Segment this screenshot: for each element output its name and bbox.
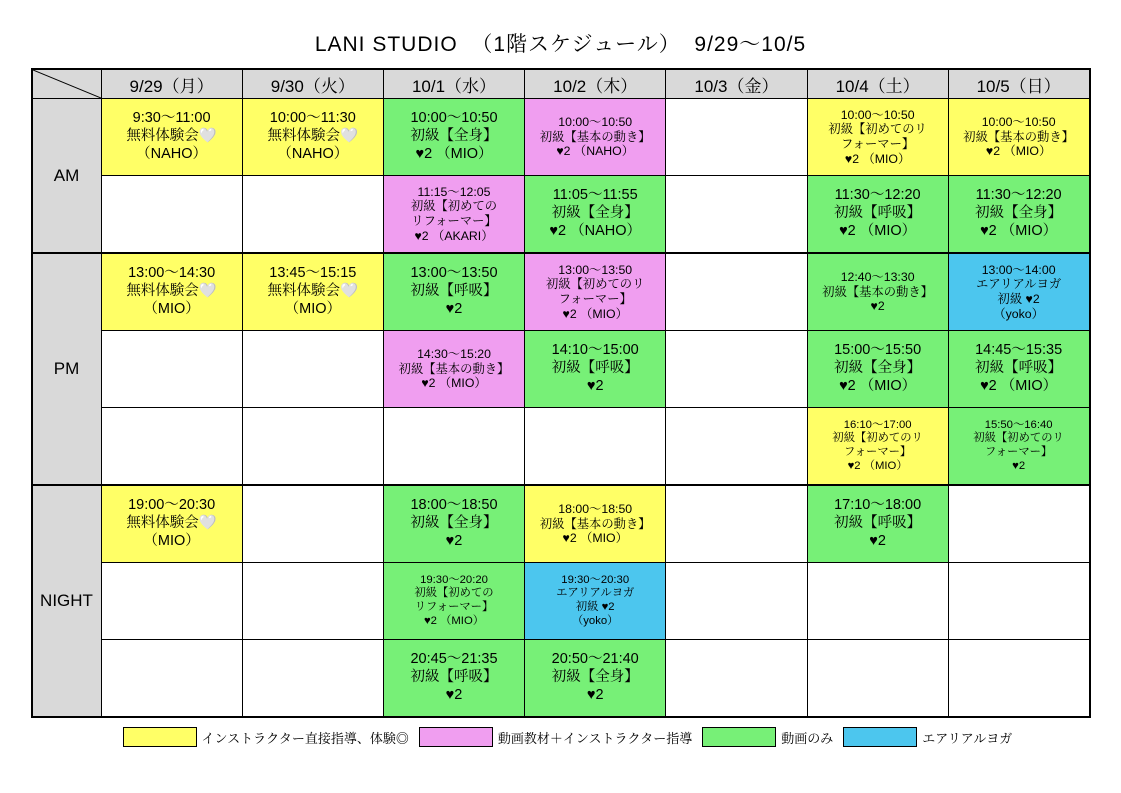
class-line: ♥2 （NAHO）	[549, 222, 642, 239]
class-line: フォーマー】	[558, 292, 632, 306]
class-line: 初級【基本の動き】	[963, 129, 1074, 144]
class-line: （NAHO）	[277, 145, 349, 162]
class-line: 初級【基本の動き】	[539, 516, 651, 531]
empty-cell	[666, 485, 807, 563]
class-line: 初級【全身】	[834, 360, 922, 377]
class-line: 初級【全身】	[551, 205, 639, 222]
class-line: 12:40〜13:30	[840, 269, 915, 284]
class-cell[interactable]	[948, 253, 1089, 331]
class-cell[interactable]	[383, 563, 524, 640]
class-line: ♥2	[445, 532, 463, 549]
empty-cell	[525, 408, 666, 486]
day-header-sun: 10/5（日）	[948, 69, 1089, 99]
class-line: ♥2 （MIO）	[423, 614, 485, 627]
class-line: 初級【全身】	[975, 205, 1063, 222]
class-line: ♥2 （MIO）	[980, 222, 1058, 239]
empty-cell	[242, 640, 383, 718]
class-cell[interactable]	[101, 253, 242, 331]
class-cell[interactable]	[525, 640, 666, 718]
class-line: 15:00〜15:50	[834, 342, 922, 359]
period-label-pm: PM	[32, 253, 102, 485]
class-line: ♥2	[586, 377, 604, 394]
empty-cell	[666, 331, 807, 408]
class-line: 15:50〜16:40	[984, 418, 1053, 431]
empty-cell	[948, 563, 1089, 640]
class-cell[interactable]	[807, 99, 948, 176]
class-line: ♥2 （MIO）	[839, 222, 917, 239]
class-line: 11:05〜11:55	[552, 187, 638, 204]
legend-label: 動画のみ	[781, 730, 834, 746]
class-line: ♥2 （MIO）	[421, 376, 487, 391]
class-line: ♥2 （MIO）	[844, 151, 911, 166]
empty-cell	[383, 408, 524, 486]
schedule-row	[32, 253, 1090, 331]
class-line: 13:00〜13:50	[410, 265, 498, 282]
class-cell[interactable]	[101, 485, 242, 563]
class-cell[interactable]	[525, 176, 666, 254]
empty-cell	[242, 408, 383, 486]
legend-swatch	[843, 727, 917, 747]
class-cell[interactable]	[242, 99, 383, 176]
class-cell[interactable]	[948, 408, 1089, 486]
class-line: 初級【初めてのリ	[832, 432, 923, 445]
class-cell[interactable]	[807, 331, 948, 408]
class-line: （NAHO）	[136, 145, 208, 162]
header-row	[32, 69, 1090, 99]
empty-cell	[666, 176, 807, 254]
class-line: ♥2 （MIO）	[980, 377, 1058, 394]
class-line: エアリアルヨガ	[556, 587, 635, 600]
class-line: 13:00〜14:30	[128, 265, 216, 282]
class-line: （yoko）	[571, 614, 619, 627]
empty-cell	[666, 408, 807, 486]
class-cell[interactable]	[383, 640, 524, 718]
day-header-tue: 9/30（火）	[242, 69, 383, 99]
class-cell[interactable]	[525, 253, 666, 331]
class-cell[interactable]	[101, 99, 242, 176]
corner-cell	[32, 69, 102, 99]
class-line: 無料体験会🤍	[126, 283, 217, 300]
class-line: ♥2	[445, 300, 463, 317]
empty-cell	[101, 331, 242, 408]
class-line: 初級【初めての	[410, 199, 498, 214]
class-line: 初級【全身】	[551, 669, 639, 686]
class-line: 10:00〜10:50	[840, 107, 915, 122]
class-line: （yoko）	[993, 306, 1044, 321]
class-cell[interactable]	[807, 176, 948, 254]
class-line: ♥2 （NAHO）	[556, 144, 635, 159]
class-line: 11:30〜12:20	[975, 187, 1062, 204]
class-line: 無料体験会🤍	[126, 515, 217, 532]
class-line: 初級【呼吸】	[551, 360, 639, 377]
class-line: 14:45〜15:35	[975, 342, 1063, 359]
class-line: 13:45〜15:15	[269, 265, 357, 282]
class-line: 19:30〜20:20	[420, 573, 488, 586]
class-cell[interactable]	[525, 563, 666, 640]
class-cell[interactable]	[525, 331, 666, 408]
class-line: リフォーマー】	[414, 601, 494, 613]
class-line: （MIO）	[284, 300, 341, 317]
empty-cell	[948, 485, 1089, 563]
class-line: ♥2	[870, 299, 885, 314]
empty-cell	[666, 563, 807, 640]
class-line: 17:10〜18:00	[834, 497, 922, 514]
schedule-row	[32, 99, 1090, 176]
class-line: 11:30〜12:20	[834, 187, 921, 204]
legend-label: 動画教材＋インストラクター指導	[497, 730, 693, 746]
legend-label: エアリアルヨガ	[922, 730, 1013, 746]
class-line: 無料体験会🤍	[126, 128, 217, 145]
class-line: 14:10〜15:00	[551, 342, 639, 359]
class-cell[interactable]	[948, 176, 1089, 254]
class-line: 14:30〜15:20	[417, 346, 491, 361]
class-cell[interactable]	[807, 485, 948, 563]
schedule-table	[31, 68, 1091, 718]
class-cell[interactable]	[383, 331, 524, 408]
period-label-night: NIGHT	[32, 485, 102, 717]
legend-item	[702, 727, 833, 747]
class-line: 19:30〜20:30	[561, 573, 630, 586]
class-line: 初級【初めてのリ	[546, 277, 645, 292]
class-line: フォーマー】	[985, 446, 1053, 458]
class-cell[interactable]	[948, 99, 1089, 176]
class-line: 18:00〜18:50	[558, 501, 633, 516]
class-cell[interactable]	[807, 253, 948, 331]
class-line: 初級【呼吸】	[834, 205, 922, 222]
schedule-row	[32, 176, 1090, 254]
class-cell[interactable]	[948, 331, 1089, 408]
schedule-row	[32, 485, 1090, 563]
legend-label: インストラクター直接指導、体験◎	[201, 730, 409, 746]
class-line: ♥2	[445, 686, 463, 703]
empty-cell	[666, 253, 807, 331]
class-line: 9:30〜11:00	[132, 110, 211, 127]
class-line: ♥2 （MIO）	[562, 306, 628, 321]
class-line: リフォーマー】	[411, 214, 497, 228]
class-line: 11:15〜12:05	[417, 184, 491, 199]
class-line: 13:00〜14:00	[981, 262, 1056, 277]
empty-cell	[101, 176, 242, 254]
day-header-thu: 10/2（木）	[525, 69, 666, 99]
legend-item	[123, 727, 409, 747]
class-line: 10:00〜11:30	[269, 110, 356, 127]
class-cell[interactable]	[525, 485, 666, 563]
class-line: 16:10〜17:00	[843, 418, 912, 431]
class-line: （MIO）	[143, 300, 200, 317]
empty-cell	[807, 640, 948, 718]
class-line: 初級【全身】	[410, 128, 498, 145]
empty-cell	[666, 640, 807, 718]
schedule-table-header	[32, 69, 1090, 99]
class-line: 初級【初めてのリ	[973, 432, 1064, 445]
class-line: 初級【呼吸】	[975, 360, 1063, 377]
class-line: 初級 ♥2	[575, 601, 615, 613]
class-line: ♥2	[869, 532, 886, 549]
empty-cell	[101, 408, 242, 486]
class-line: 初級【基本の動き】	[539, 129, 651, 144]
day-header-sat: 10/4（土）	[807, 69, 948, 99]
class-line: 初級【呼吸】	[410, 283, 498, 300]
class-line: 初級【全身】	[410, 515, 498, 532]
class-line: 初級【基本の動き】	[822, 284, 933, 299]
class-line: 初級【呼吸】	[410, 669, 498, 686]
class-line: 10:00〜10:50	[558, 114, 633, 129]
class-cell[interactable]	[383, 99, 524, 176]
class-line: ♥2	[586, 686, 604, 703]
class-line: 19:00〜20:30	[128, 497, 216, 514]
legend	[31, 727, 1091, 747]
day-header-fri: 10/3（金）	[666, 69, 807, 99]
legend-swatch	[702, 727, 776, 747]
empty-cell	[242, 563, 383, 640]
class-line: 13:00〜13:50	[558, 262, 633, 277]
class-line: ♥2	[1012, 459, 1026, 472]
class-line: 初級【基本の動き】	[398, 361, 510, 376]
legend-swatch	[123, 727, 197, 747]
class-line: エアリアルヨガ	[976, 277, 1062, 292]
class-line: （MIO）	[143, 532, 200, 549]
empty-cell	[948, 640, 1089, 718]
diagonal-line-icon	[33, 70, 101, 98]
class-line: ♥2 （MIO）	[562, 531, 628, 546]
schedule-row	[32, 563, 1090, 640]
class-line: 10:00〜10:50	[981, 114, 1056, 129]
class-cell[interactable]	[383, 176, 524, 254]
class-line: 初級【呼吸】	[834, 515, 922, 532]
empty-cell	[242, 331, 383, 408]
empty-cell	[242, 485, 383, 563]
empty-cell	[242, 176, 383, 254]
class-line: 初級 ♥2	[997, 292, 1040, 306]
class-cell[interactable]	[383, 485, 524, 563]
schedule-table-body	[32, 99, 1090, 718]
period-label-am: AM	[32, 99, 102, 254]
class-line: ♥2 （MIO）	[839, 377, 917, 394]
schedule-row	[32, 640, 1090, 718]
class-line: 無料体験会🤍	[267, 128, 359, 145]
class-cell[interactable]	[242, 253, 383, 331]
class-line: 初級【初めての	[414, 587, 494, 600]
class-line: ♥2 （MIO）	[847, 459, 908, 472]
schedule-row	[32, 408, 1090, 486]
empty-cell	[666, 99, 807, 176]
class-line: 18:00〜18:50	[410, 497, 498, 514]
class-line: 20:45〜21:35	[410, 651, 498, 668]
day-header-wed: 10/1（水）	[383, 69, 524, 99]
class-line: ♥2 （MIO）	[415, 145, 493, 162]
class-line: ♥2 （AKARI）	[414, 228, 494, 243]
class-cell[interactable]	[525, 99, 666, 176]
class-line: フォーマー】	[844, 446, 912, 458]
class-line: 初級【初めてのリ	[828, 122, 927, 137]
class-cell[interactable]	[807, 408, 948, 486]
schedule-row	[32, 331, 1090, 408]
legend-item	[419, 727, 692, 747]
empty-cell	[101, 563, 242, 640]
empty-cell	[101, 640, 242, 718]
day-header-mon: 9/29（月）	[101, 69, 242, 99]
legend-swatch	[419, 727, 493, 747]
class-line: ♥2 （MIO）	[985, 144, 1052, 159]
legend-item	[843, 727, 1012, 747]
class-line: 無料体験会🤍	[267, 283, 359, 300]
class-line: 10:00〜10:50	[410, 110, 498, 127]
class-cell[interactable]	[383, 253, 524, 331]
page-title: LANI STUDIO （1階スケジュール） 9/29〜10/5	[314, 33, 807, 56]
empty-cell	[807, 563, 948, 640]
class-line: 20:50〜21:40	[551, 651, 639, 668]
class-line: フォーマー】	[841, 137, 915, 151]
